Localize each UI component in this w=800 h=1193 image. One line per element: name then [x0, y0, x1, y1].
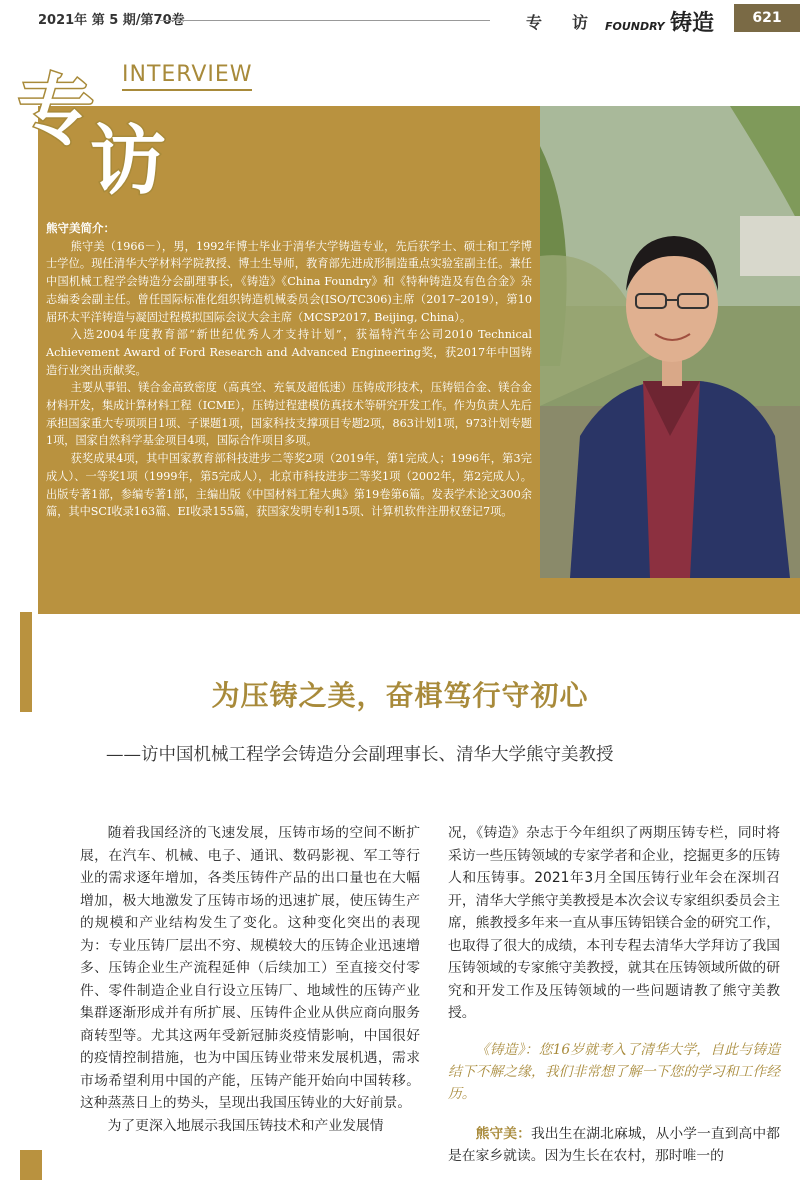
masthead-char-zhuan: 专 [18, 66, 94, 155]
section-name: 专访 [526, 13, 619, 32]
decor-bar-bottom [20, 1150, 42, 1180]
portrait-image [540, 106, 800, 578]
left-column [80, 822, 420, 1137]
bio-heading: 熊守美简介： [46, 221, 115, 235]
interview-label: INTERVIEW [122, 62, 253, 87]
bio-paragraph: 熊守美（1966－），男，1992年博士毕业于清华大学铸造专业，先后获学士、硕士和工学博士学位。现任清华大学材料学院教授、博士生导师，教育部先进成形制造重点实验室副主任。兼任中国机械工程学会铸造分会副理事长，《铸造》《China Foundry》和《特种铸造及有色合金》杂志编委会副主任。曾任国际标准化组织铸造机械委员会(ISO/TC306)主席（2017–2019），第10届环太平洋铸造与凝固过程模拟国际会议大会主席（MCSP2017, Beijing, China）。 [46, 239, 532, 324]
interview-answer [448, 1123, 780, 1168]
body-paragraph: 随着我国经济的飞速发展，压铸市场的空间不断扩展，在汽车、机械、电子、通讯、数码影视、军工等行业的需求逐年增加，各类压铸件产品的出口量也在大幅增加，极大地激发了压铸市场的迅速扩展，使压铸生产的规模和产业结构发生了变化。这种变化突出的表现为：专业压铸厂层出不穷、规模较大的压铸企业迅速增多、压铸企业生产流程延伸（后续加工）至直接交付零件、零件制造企业自行设立压铸厂、地域性的压铸产业集群逐渐形成并有所扩展、压铸件企业从供应商向服务商转型等。尤其这两年受新冠肺炎疫情影响，中国很好的疫情控制措施，也为中国压铸业带来发展机遇，需求市场希望利用中国的产能，压铸产能开始向中国转移。这种蒸蒸日上的势头，呈现出我国压铸业的大好前景。 [80, 825, 420, 1111]
article-subtitle: ——访中国机械工程学会铸造分会副理事长、清华大学熊守美教授 [106, 745, 614, 765]
bio-paragraph: 获奖成果4项，其中国家教育部科技进步二等奖2项（2019年，第1完成人；1996年，第3完成人）、一等奖1项（1999年，第5完成人），北京市科技进步二等奖1项（2002年，第2完成人）。出版专著1部，参编专著1部，主编出版《中国材料工程大典》第19卷第6篇。发表学术论文300余篇，其中SCI收录163篇、EI收录155篇，获国家发明专利15项、计算机软件注册权登记7项。 [46, 452, 532, 519]
answer-speaker: 熊守美： [475, 1125, 531, 1142]
body-paragraph: 况，《铸造》杂志于今年组织了两期压铸专栏，同时将采访一些压铸领域的专家学者和企业，挖掘更多的压铸人和压铸事。2021年3月全国压铸行业年会在深圳召开，清华大学熊守美教授是本次会议专家组织委员会主席，熊教授多年来一直从事压铸铝镁合金的研究工作，也取得了很大的成绩，本刊专程去清华大学拜访了我国压铸领域的专家熊守美教授，就其在压铸领域所做的研究和开发工作及压铸领域的一些问题请教了熊守美教授。 [448, 825, 780, 1021]
article-title: 为压铸之美，奋楫笃行守初心 [211, 679, 589, 712]
foundry-label: FOUNDRY [605, 20, 665, 33]
journal-logo: 铸造 [670, 11, 715, 36]
masthead-char-fang: 访 [90, 116, 166, 205]
interview-question: 《铸造》：您16岁就考入了清华大学，自此与铸造结下不解之缘，我们非常想了解一下您的学习和工作经历。 [448, 1041, 780, 1102]
page-number: 621 [734, 4, 800, 32]
right-column [448, 822, 780, 1168]
header-rule [160, 20, 490, 21]
bio-paragraph: 主要从事铝、镁合金高致密度（高真空、充氧及超低速）压铸成形技术，压铸铝合金、镁合金材料开发，集成计算材料工程（ICME），压铸过程建模仿真技术等研究开发工作。作为负责人先后承担国家重大专项项目1项、子课题1项，国家科技支撑项目专题2项，863计划1项，973计划专题1项，国家自然科学基金项目4项，国际合作项目多项。 [46, 381, 532, 448]
answer-text: 我出生在湖北麻城，从小学一直到高中都是在家乡就读。因为生长在农村，那时唯一的 [448, 1125, 781, 1164]
bio-paragraph: 入选2004年度教育部“新世纪优秀人才支持计划”，获福特汽车公司2010 Technical Achievement Award of Ford Research and Advanced Engineering奖，获2017年中国铸造行业突出贡献奖。 [46, 328, 532, 377]
bio-text [46, 220, 532, 521]
body-paragraph: 为了更深入地展示我国压铸技术和产业发展情 [107, 1117, 384, 1134]
issue-info: 2021年 第 5 期/第70卷 [38, 13, 185, 28]
portrait-photo [540, 106, 800, 578]
interview-underline [122, 89, 252, 91]
